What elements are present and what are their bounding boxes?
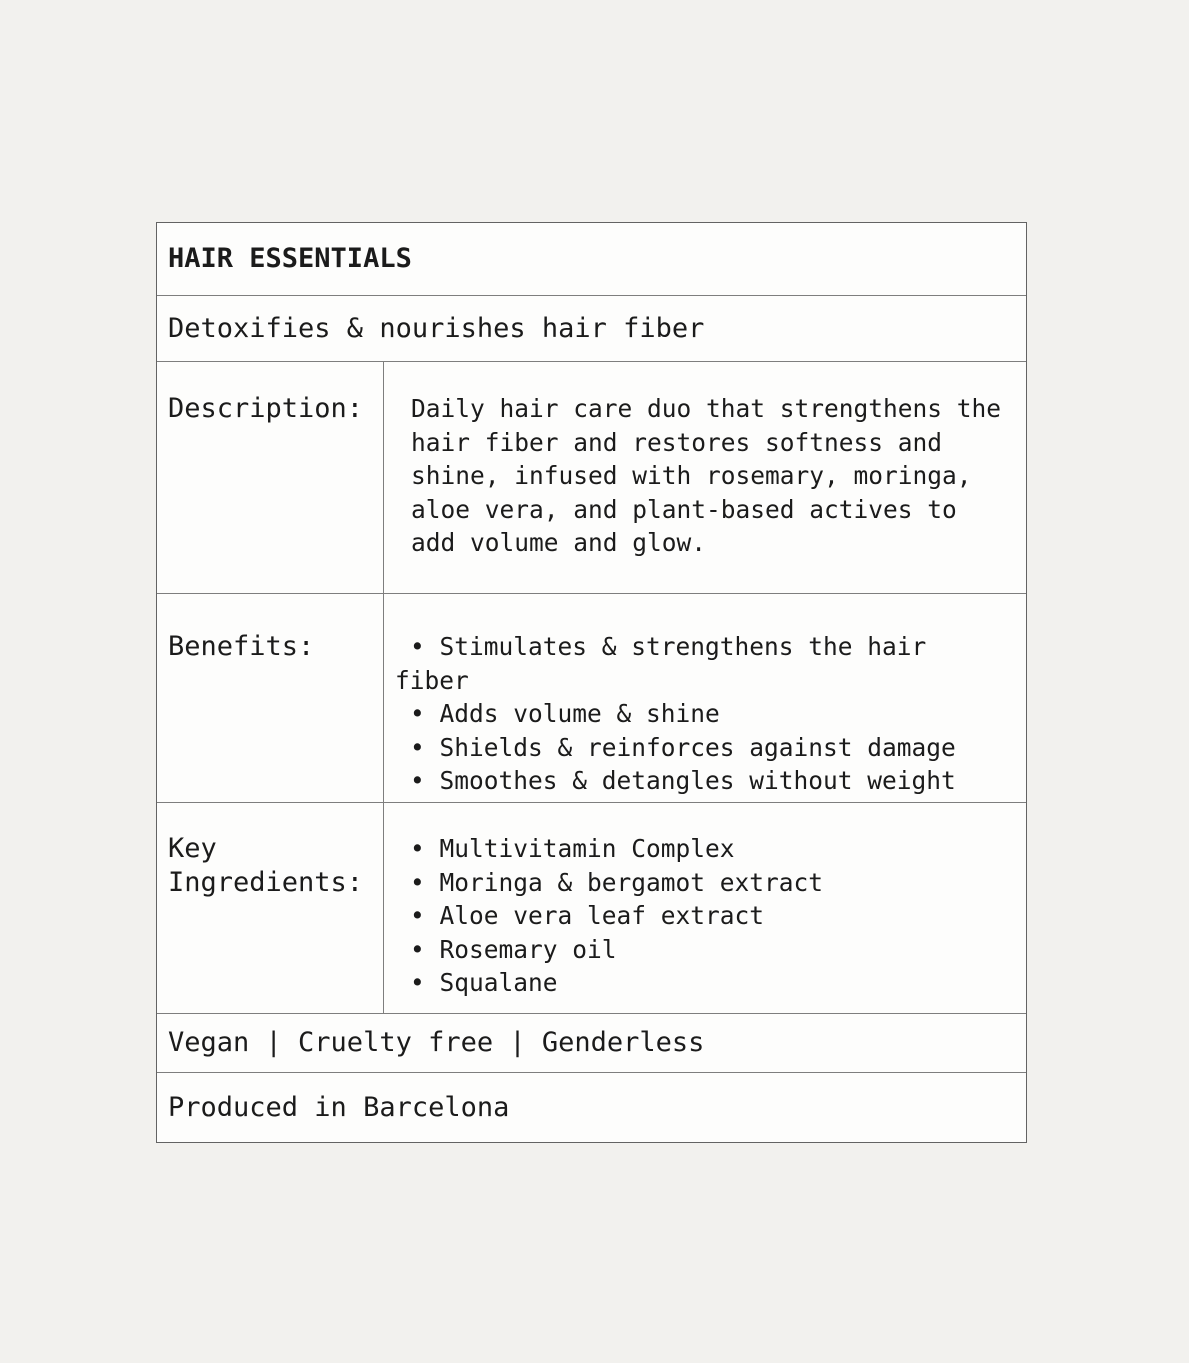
list-item (395, 731, 1006, 765)
badges-row (157, 1013, 1026, 1072)
list-item (395, 899, 1006, 933)
list-item (395, 966, 1006, 1000)
benefit-text: Stimulates & strengthens the hair fiber (395, 632, 927, 695)
ingredient-text: Rosemary oil (439, 934, 617, 964)
benefit-text: Shields & reinforces against damage (439, 732, 956, 762)
description-row (157, 361, 1026, 593)
bullet-icon: • (410, 968, 425, 997)
badges-text: Vegan | Cruelty free | Genderless (168, 1027, 705, 1058)
benefit-text: Smoothes & detangles without weight (439, 766, 956, 795)
list-item (395, 630, 1006, 697)
list-item (395, 866, 1006, 900)
benefits-list (384, 594, 1026, 802)
bullet-icon: • (410, 934, 425, 964)
benefits-label: Benefits: (157, 594, 384, 802)
benefits-row (157, 593, 1026, 802)
ingredient-text: Squalane (439, 968, 558, 997)
list-item (395, 933, 1006, 967)
origin-row (157, 1072, 1026, 1142)
product-info-table (156, 222, 1027, 1143)
ingredient-text: Multivitamin Complex (439, 834, 735, 863)
origin-text: Produced in Barcelona (168, 1091, 510, 1123)
ingredient-text: Aloe vera leaf extract (439, 901, 764, 930)
product-subtitle: Detoxifies & nourishes hair fiber (168, 312, 705, 344)
bullet-icon: • (410, 867, 425, 897)
list-item (395, 764, 1006, 798)
bullet-icon: • (410, 901, 425, 930)
bullet-icon: • (410, 632, 425, 661)
bullet-icon: • (410, 834, 425, 863)
title-row (157, 223, 1026, 295)
ingredients-list (384, 803, 1026, 1013)
list-item (395, 832, 1006, 866)
bullet-icon: • (410, 699, 425, 728)
benefit-text: Adds volume & shine (439, 699, 720, 728)
ingredients-row (157, 802, 1026, 1013)
description-label: Description: (157, 362, 384, 593)
ingredient-text: Moringa & bergamot extract (439, 867, 823, 897)
page-title: HAIR ESSENTIALS (168, 243, 412, 274)
ingredients-label: Key Ingredients: (157, 803, 384, 1013)
description-text: Daily hair care duo that strengthens the hair fiber and restores softness and shine, infused with rosemary, moringa, aloe vera, and plant-based actives to add volume and glow. (411, 394, 1002, 557)
list-item (395, 697, 1006, 731)
bullet-icon: • (410, 766, 425, 795)
bullet-icon: • (410, 732, 425, 762)
subtitle-row (157, 295, 1026, 361)
